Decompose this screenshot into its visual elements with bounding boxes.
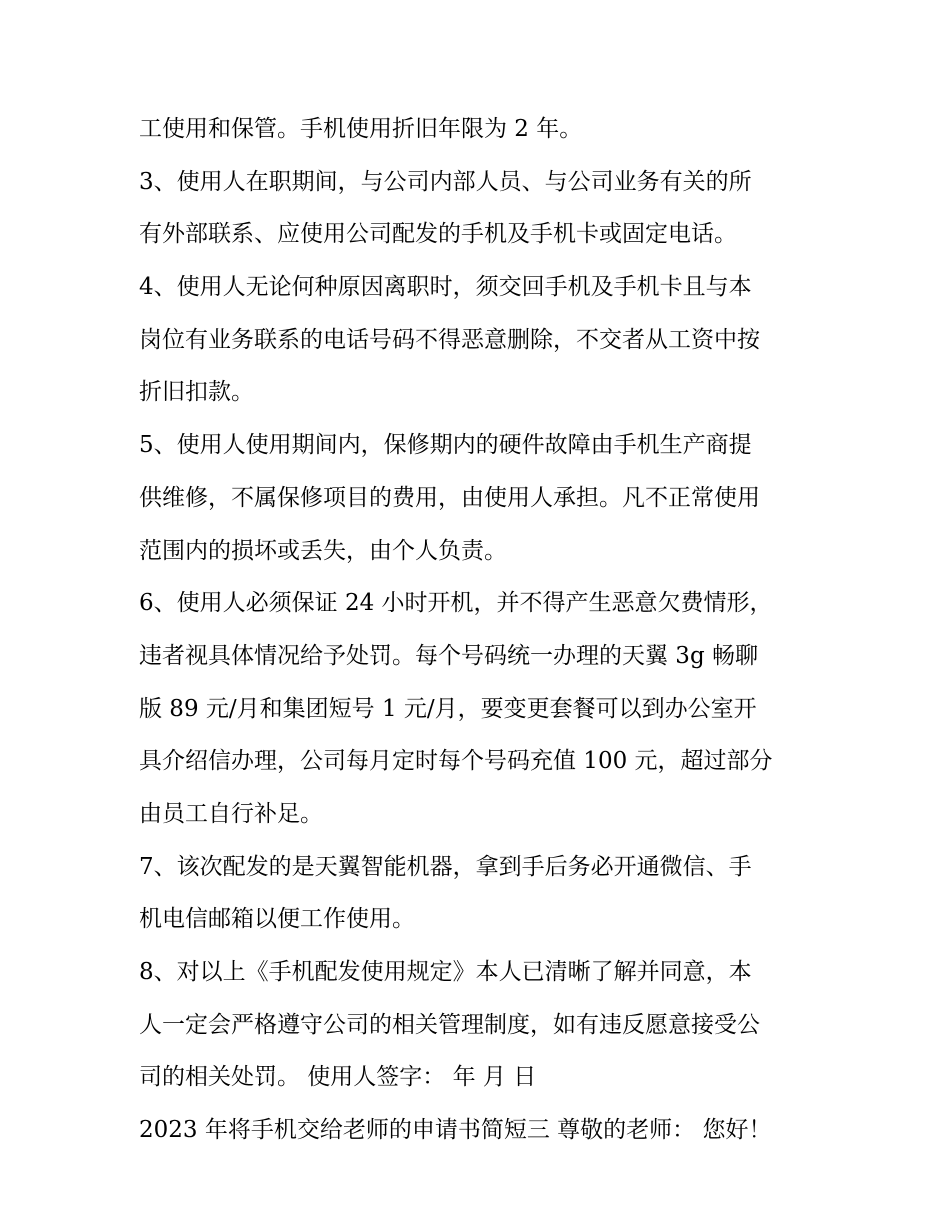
text-line: 司的相关处罚。 使用人签字： 年 月 日 <box>139 1064 537 1091</box>
text-line: 7、该次配发的是天翼智能机器，拿到手后务必开通微信、手 <box>139 853 752 880</box>
text-line: 5、使用人使用期间内，保修期内的硬件故障由手机生产商提 <box>139 432 752 459</box>
text-line: 有外部联系、应使用公司配发的手机及手机卡或固定电话。 <box>139 221 737 248</box>
text-line: 8、对以上《手机配发使用规定》本人已清晰了解并同意，本 <box>139 959 752 985</box>
text-line: 岗位有业务联系的电话号码不得恶意删除，不交者从工资中按 <box>139 326 760 353</box>
text-line: 折旧扣款。 <box>139 379 254 406</box>
text-line: 2023 年将手机交给老师的申请书简短三 尊敬的老师： 您好！ <box>139 1117 772 1144</box>
text-line: 工使用和保管。手机使用折旧年限为 2 年。 <box>139 116 583 142</box>
text-line: 6、使用人必须保证 24 小时开机，并不得产生恶意欠费情形， <box>139 590 773 617</box>
text-line: 具介绍信办理，公司每月定时每个号码充值 100 元，超过部分 <box>139 748 773 775</box>
text-line: 供维修，不属保修项目的费用，由使用人承担。凡不正常使用 <box>139 484 760 511</box>
document-body <box>139 108 819 1162</box>
text-line: 人一定会严格遵守公司的相关管理制度，如有违反愿意接受公 <box>139 1011 760 1038</box>
text-line: 违者视具体情况给予处罚。每个号码统一办理的天翼 3g 畅聊 <box>139 642 758 669</box>
text-line: 3、使用人在职期间，与公司内部人员、与公司业务有关的所 <box>139 168 752 195</box>
text-line: 范围内的损坏或丢失，由个人负责。 <box>139 537 507 564</box>
text-line: 版 89 元/月和集团短号 1 元/月，要变更套餐可以到办公室开 <box>139 695 757 722</box>
text-line: 由员工自行补足。 <box>139 800 323 827</box>
text-line: 机电信邮箱以便工作使用。 <box>139 906 415 933</box>
text-line: 4、使用人无论何种原因离职时，须交回手机及手机卡且与本 <box>139 274 752 301</box>
